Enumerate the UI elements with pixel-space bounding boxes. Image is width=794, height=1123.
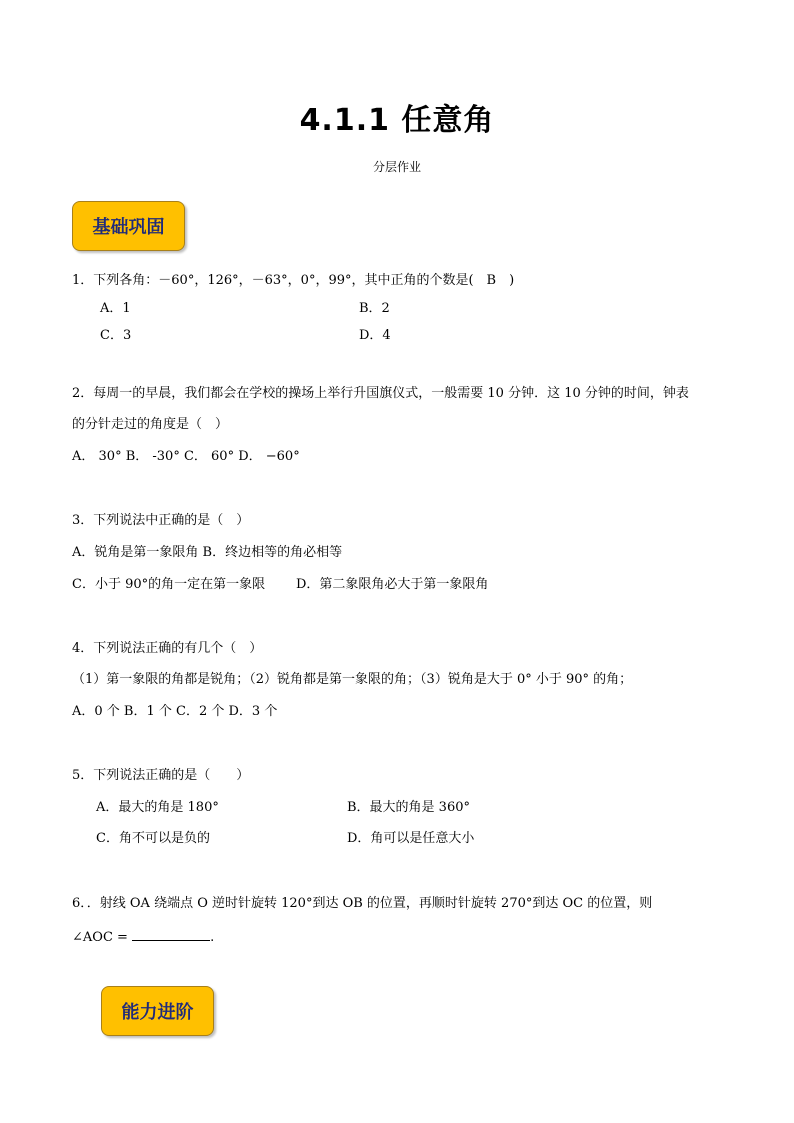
q1-stem: 1．下列各角：－60°，126°，－63°，0°，99°，其中正角的个数是( B ) (72, 273, 515, 288)
page-title: 4.1.1 任意角 (299, 103, 495, 138)
q5-option-c: C．角不可以是负的 (96, 831, 210, 846)
q6-answer-line: ∠AOC = . (72, 927, 214, 947)
q2-stem-line1: 2．每周一的早晨，我们都会在学校的操场上举行升国旗仪式，一般需要 10 分钟．这 10 分钟的时间，钟表 (72, 386, 689, 401)
q3-option-c: C．小于 90°的角一定在第一象限 (72, 577, 266, 592)
q1-option-d: D．4 (359, 328, 391, 343)
q6-answer-blank (132, 927, 210, 941)
q3-stem: 3．下列说法中正确的是（ ） (72, 513, 250, 528)
q2-stem-line2: 的分针走过的角度是（ ） (72, 417, 229, 432)
q5-option-b: B．最大的角是 360° (347, 800, 470, 815)
q6-answer-prefix: ∠AOC = (72, 930, 128, 945)
q4-options: A．0 个 B．1 个 C．2 个 D．3 个 (72, 704, 278, 719)
q2-options: A． 30° B． -30° C． 60° D． −60° (72, 449, 300, 464)
q1-option-c: C．3 (100, 328, 132, 343)
section-badge-advanced: 能力进阶 (101, 986, 214, 1036)
q5-option-a: A．最大的角是 180° (96, 800, 219, 815)
q1-option-b: B．2 (359, 301, 390, 316)
q4-stem: 4．下列说法正确的有几个（ ） (72, 641, 263, 656)
q1-option-a: A．1 (100, 301, 131, 316)
page-subtitle: 分层作业 (372, 160, 421, 174)
q6-stem: 6．．射线 OA 绕端点 O 逆时针旋转 120°到达 OB 的位置，再顺时针旋转 270°到达 OC 的位置，则 (72, 896, 653, 911)
q5-option-d: D．角可以是任意大小 (347, 831, 475, 846)
q4-statements: （1）第一象限的角都是锐角；（2）锐角都是第一象限的角；（3）锐角是大于 0° 小于 90° 的角； (72, 672, 633, 687)
q3-option-d: D．第二象限角必大于第一象限角 (296, 577, 489, 592)
q5-stem: 5．下列说法正确的是（ ） (72, 768, 250, 783)
q3-options-ab: A．锐角是第一象限角 B．终边相等的角必相等 (72, 545, 343, 560)
section-badge-basic: 基础巩固 (72, 201, 185, 251)
